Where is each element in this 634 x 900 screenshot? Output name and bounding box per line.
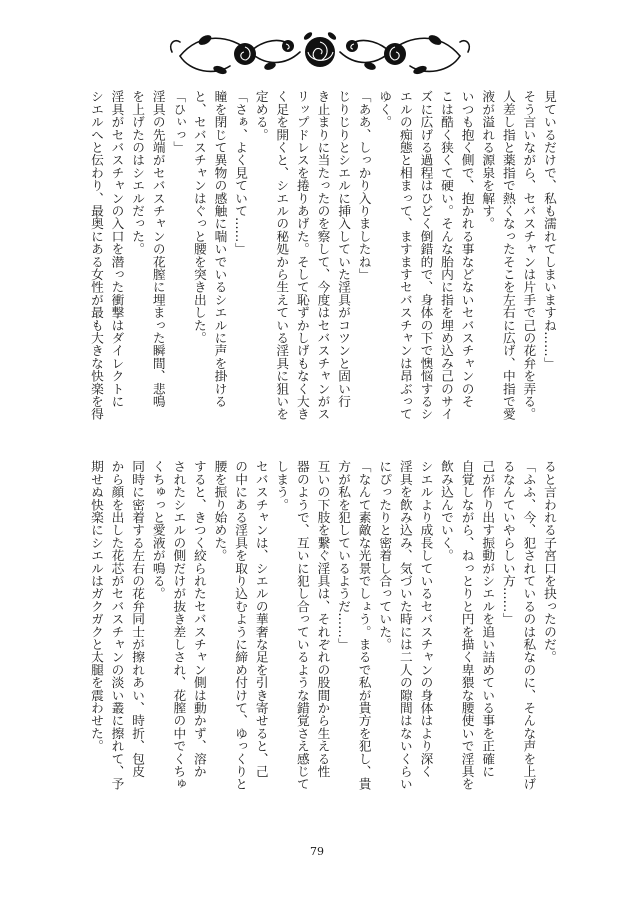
text-line: エルの痴態と相まって、ますますセバスチャンは昂ぶって: [397, 90, 413, 421]
text-line: 己が作り出す振動がシエルを追い詰めている事を正確に: [480, 460, 496, 778]
text-line: 飲み込んでいく。: [439, 460, 455, 562]
text-line: 定める。: [253, 90, 269, 141]
text-line: ると言われる子宮口を抉ったのだ。: [542, 460, 557, 664]
text-line: 人差し指と薬指で熱くなったそこを左右に広げ、中指で愛: [500, 90, 516, 421]
text-line: を上げたのはシエルだった。: [130, 90, 146, 256]
text-line: と、セバスチャンはぐっと腰を突き出した。: [191, 90, 207, 344]
text-line: にぴったりと密着し合っていた。: [377, 460, 393, 651]
text-line: すると、きつく絞られたセバスチャン側は動かず、溶か: [191, 460, 207, 778]
text-line: の中にある淫具を取り込むように締め付けて、ゆっくりと: [233, 460, 249, 791]
text-line: 「なんて素敵な光景でしょう。まるで私が貴方を犯し、貴: [356, 460, 372, 791]
text-line: く足を開くと、シエルの秘処から生えている淫具に狙いを: [274, 90, 290, 421]
text-line: 瞳を閉じて異物の感触に喘いでいるシエルに声を掛ける: [212, 90, 228, 408]
text-line: 方が私を犯しているようだ……」: [336, 460, 352, 651]
text-line: 同時に密着する左右の花弁同士が擦れあい、時折、包皮: [130, 460, 146, 778]
text-line: セバスチャンは、シエルの華奢な足を引き寄せると、己: [253, 460, 269, 778]
text-line: 自覚しながら、ねっとりと円を描く卑猥な腰使いで淫具を: [459, 460, 475, 791]
text-line: いつも抱く側で、抱かれる事などないセバスチャンのそ: [459, 90, 475, 408]
text-column-bottom: [59, 460, 559, 860]
text-line: ズに広げる過程はひどく倒錯的で、身体の下で懊悩するシ: [418, 90, 434, 421]
text-line: そう言いながら、セバスチャンは片手で己の花弁を弄る。: [521, 90, 537, 421]
text-line: 器のようで、互いに犯し合っているような錯覚さえ感じて: [294, 460, 310, 791]
text-line: 互いの下肢を繋ぐ淫具は、それぞれの股間から生える性: [315, 460, 331, 778]
text-line: 淫具がセバスチャンの入口を潜った衝撃はダイレクトに: [109, 90, 125, 408]
page-number: 79: [310, 845, 324, 858]
text-line: 「ひぃっ」: [171, 90, 187, 154]
text-line: シエルへと伝わり、最奥にある女性が最も大きな快楽を得: [88, 90, 104, 421]
text-line: ゆく。: [377, 90, 393, 129]
text-line: から顔を出した花芯がセバスチャンの淡い叢に擦れて、予: [109, 460, 125, 791]
text-line: 「さぁ、よく見ていて……」: [233, 90, 249, 256]
text-line: き止まりに当たったのを察して、今度はセバスチャンがス: [315, 90, 331, 421]
text-line: じりじりとシエルに挿入していた淫具がコツンと固い行: [336, 90, 352, 408]
text-line: 液が溢れる源泉を解す。: [480, 90, 496, 230]
rose-vine-ornament-icon: [160, 22, 480, 84]
text-line: 淫具を飲み込み、気づいた時には二人の隙間はないくらい: [397, 460, 413, 791]
text-line: されたシエルの側だけが抜き差しされ、花膣の中でくちゅ: [171, 460, 187, 791]
text-line: こは酷く狭くて硬い。そんな胎内に指を埋め込み己のサイ: [439, 90, 455, 421]
text-line: くちゅっと愛液が鳴る。: [150, 460, 166, 600]
text-line: 「ああ、しっかり入りましたね」: [356, 90, 372, 281]
text-line: るなんていやらしい方……」: [500, 460, 516, 626]
text-line: 腰を振り始めた。: [212, 460, 228, 562]
text-line: シエルより成長しているセバスチャンの身体はより深く: [418, 460, 434, 778]
text-column-top: [59, 90, 559, 500]
text-line: 淫具の先端がセバスチャンの花膣に埋まった瞬間、悲鳴: [150, 90, 166, 408]
text-line: リップドレスを捲りあげた。そして恥ずかしげもなく大き: [294, 90, 310, 421]
text-line: 期せぬ快楽にシエルはガクガクと太腿を震わせた。: [88, 460, 104, 753]
text-line: 見ているだけで、私も濡れてしまいますね……」: [542, 90, 557, 370]
text-line: 「ふふ、今、犯されているのは私なのに、そんな声を上げ: [521, 460, 537, 791]
text-line: しまう。: [274, 460, 290, 511]
